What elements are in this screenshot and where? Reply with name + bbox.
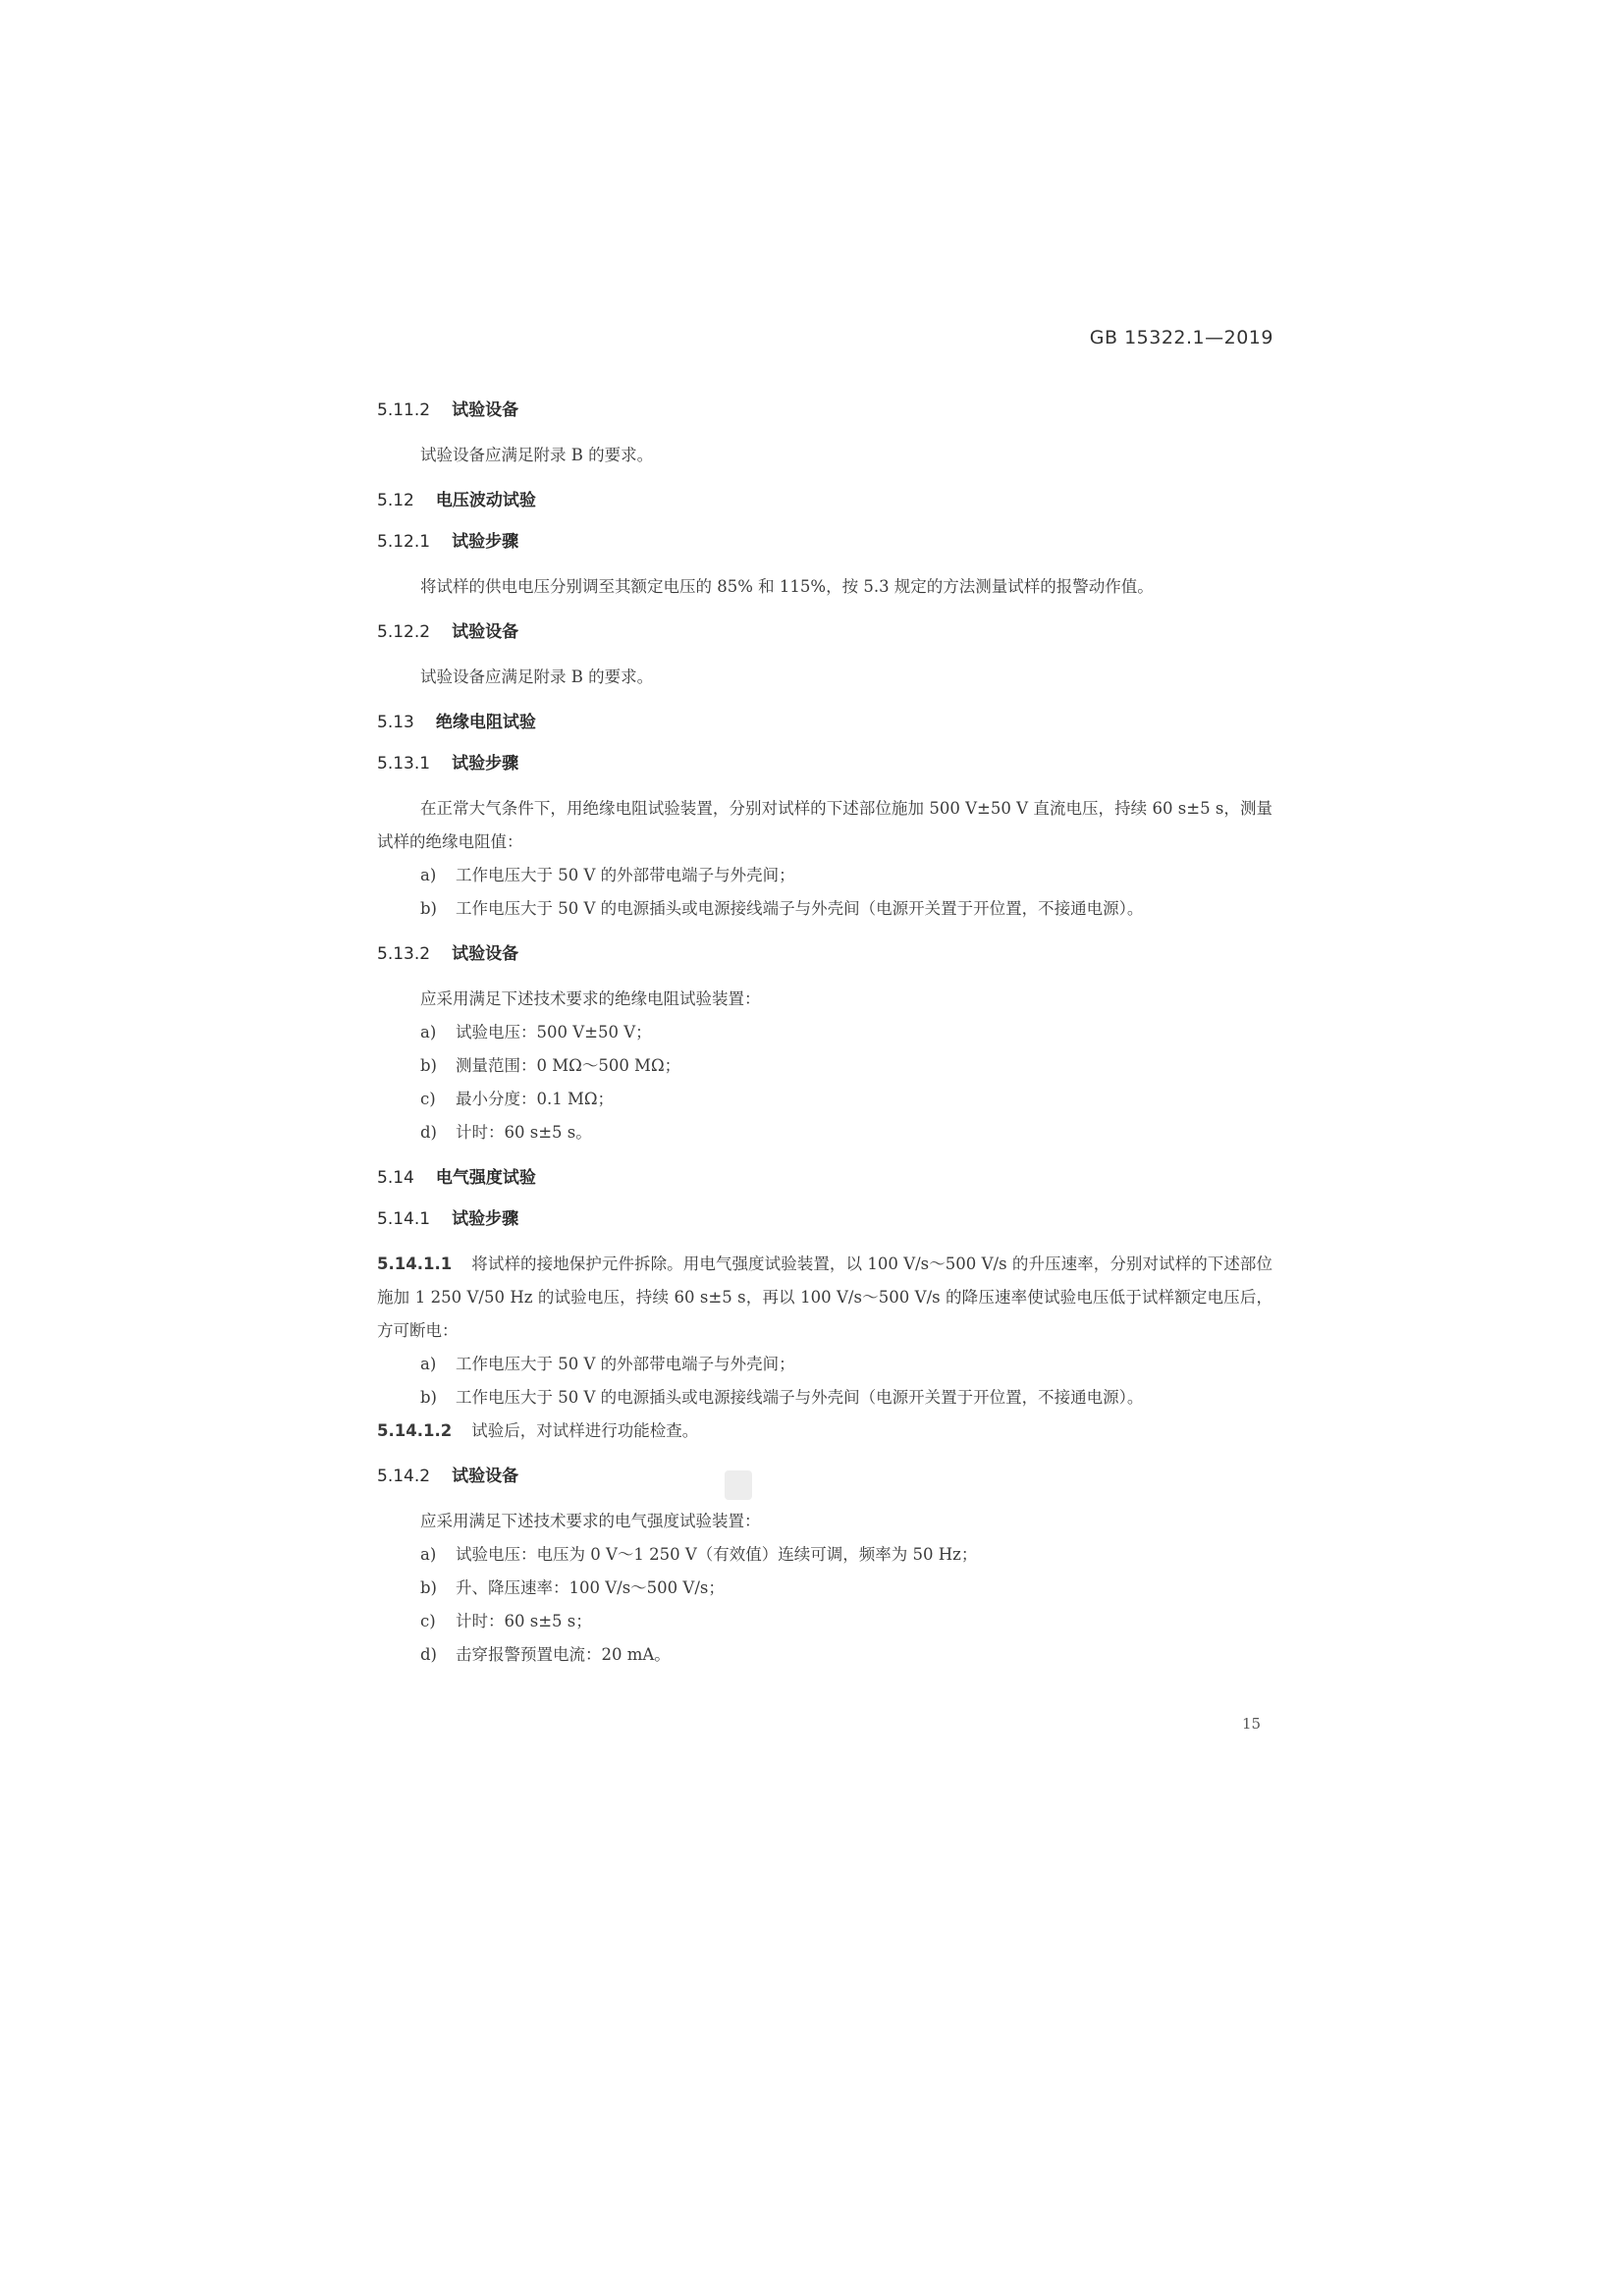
list-item	[377, 892, 1272, 926]
list-marker: c)	[420, 1090, 436, 1108]
list-marker: b)	[420, 899, 437, 918]
section-heading-5-14	[377, 1165, 1272, 1191]
list-item-text: 工作电压大于 50 V 的电源插头或电源接线端子与外壳间（电源开关置于开位置，不接通电源）。	[456, 1388, 1144, 1407]
subclause-5-14-1-1	[377, 1248, 1272, 1348]
list-marker: a)	[420, 866, 437, 884]
list-marker: d)	[420, 1123, 437, 1142]
section-heading-5-11-2	[377, 398, 1272, 423]
section-number: 5.11.2	[377, 400, 431, 420]
list-item	[377, 1116, 1272, 1149]
section-number: 5.12.2	[377, 622, 431, 642]
paragraph: 试验设备应满足附录 B 的要求。	[420, 446, 654, 464]
list-marker: d)	[420, 1645, 437, 1664]
section-number: 5.14.2	[377, 1467, 431, 1486]
section-title: 试验设备	[452, 622, 519, 642]
list-item	[377, 859, 1272, 892]
section-number: 5.13.1	[377, 754, 431, 774]
document-standard-id: GB 15322.1—2019	[1089, 327, 1273, 348]
list-item	[377, 1348, 1272, 1381]
list-marker: b)	[420, 1056, 437, 1075]
scan-smudge	[725, 1470, 752, 1500]
section-number: 5.12.1	[377, 532, 431, 552]
section-title: 试验设备	[452, 400, 519, 420]
paragraph: 应采用满足下述技术要求的电气强度试验装置：	[420, 1512, 761, 1530]
list-marker: a)	[420, 1545, 437, 1564]
section-title: 试验步骤	[452, 532, 519, 552]
section-title: 电气强度试验	[435, 1168, 536, 1188]
section-title: 电压波动试验	[435, 491, 536, 510]
list-item	[377, 1083, 1272, 1116]
subclause-5-14-1-2	[377, 1415, 1272, 1448]
page-number: 15	[1242, 1715, 1262, 1733]
section-heading-5-13	[377, 710, 1272, 735]
list-item-text: 工作电压大于 50 V 的外部带电端子与外壳间；	[456, 1355, 795, 1373]
section-heading-5-12-2	[377, 619, 1272, 645]
list-item	[377, 1049, 1272, 1083]
list-item-text: 升、降压速率：100 V/s～500 V/s；	[456, 1578, 725, 1597]
list-item	[377, 1572, 1272, 1605]
list-item-text: 工作电压大于 50 V 的电源插头或电源接线端子与外壳间（电源开关置于开位置，不接通电源）。	[456, 899, 1144, 918]
list-item-text: 计时：60 s±5 s；	[456, 1612, 592, 1630]
list-item	[377, 1016, 1272, 1049]
section-heading-5-12-1	[377, 529, 1272, 555]
list-item-text: 最小分度：0.1 MΩ；	[456, 1090, 615, 1108]
list-item-text: 测量范围：0 MΩ～500 MΩ；	[456, 1056, 681, 1075]
section-heading-5-12	[377, 488, 1272, 513]
paragraph: 在正常大气条件下，用绝缘电阻试验装置，分别对试样的下述部位施加 500 V±50 V 直流电压，持续 60 s±5 s，测量试样的绝缘电阻值：	[377, 799, 1272, 851]
subclause-text: 试验后，对试样进行功能检查。	[471, 1421, 699, 1440]
list-item-text: 试验电压：500 V±50 V；	[456, 1023, 652, 1041]
section-heading-5-14-2	[377, 1464, 1272, 1489]
section-title: 试验步骤	[452, 1209, 519, 1229]
subclause-number: 5.14.1.2	[377, 1421, 453, 1440]
section-heading-5-13-1	[377, 751, 1272, 776]
list-marker: c)	[420, 1612, 436, 1630]
list-item	[377, 1605, 1272, 1638]
list-item	[377, 1538, 1272, 1572]
list-marker: a)	[420, 1355, 437, 1373]
section-number: 5.13	[377, 713, 414, 732]
subclause-text: 将试样的接地保护元件拆除。用电气强度试验装置，以 100 V/s～500 V/s 的升压速率，分别对试样的下述部位施加 1 250 V/50 Hz 的试验电压，持续 60 s±5 s，再以 100 V/s～500 V/s 的降压速率使试验电压低于试样额定电压后，方可断电：	[377, 1255, 1272, 1340]
section-title: 绝缘电阻试验	[435, 713, 536, 732]
paragraph: 应采用满足下述技术要求的绝缘电阻试验装置：	[420, 989, 761, 1008]
list-marker: b)	[420, 1578, 437, 1597]
paragraph: 试验设备应满足附录 B 的要求。	[420, 667, 654, 686]
section-heading-5-13-2	[377, 941, 1272, 967]
section-number: 5.14	[377, 1168, 414, 1188]
section-title: 试验设备	[452, 1467, 519, 1486]
paragraph: 将试样的供电电压分别调至其额定电压的 85% 和 115%，按 5.3 规定的方法测量试样的报警动作值。	[420, 577, 1154, 596]
section-title: 试验设备	[452, 944, 519, 964]
section-number: 5.14.1	[377, 1209, 431, 1229]
section-number: 5.13.2	[377, 944, 431, 964]
list-item-text: 击穿报警预置电流：20 mA。	[456, 1645, 671, 1664]
list-item	[377, 1381, 1272, 1415]
subclause-number: 5.14.1.1	[377, 1255, 453, 1273]
document-body	[377, 398, 1272, 1672]
section-title: 试验步骤	[452, 754, 519, 774]
list-item-text: 试验电压：电压为 0 V～1 250 V（有效值）连续可调，频率为 50 Hz；	[456, 1545, 978, 1564]
section-number: 5.12	[377, 491, 414, 510]
list-item-text: 工作电压大于 50 V 的外部带电端子与外壳间；	[456, 866, 795, 884]
list-marker: b)	[420, 1388, 437, 1407]
list-marker: a)	[420, 1023, 437, 1041]
list-item-text: 计时：60 s±5 s。	[456, 1123, 592, 1142]
list-item	[377, 1638, 1272, 1672]
section-heading-5-14-1	[377, 1206, 1272, 1232]
